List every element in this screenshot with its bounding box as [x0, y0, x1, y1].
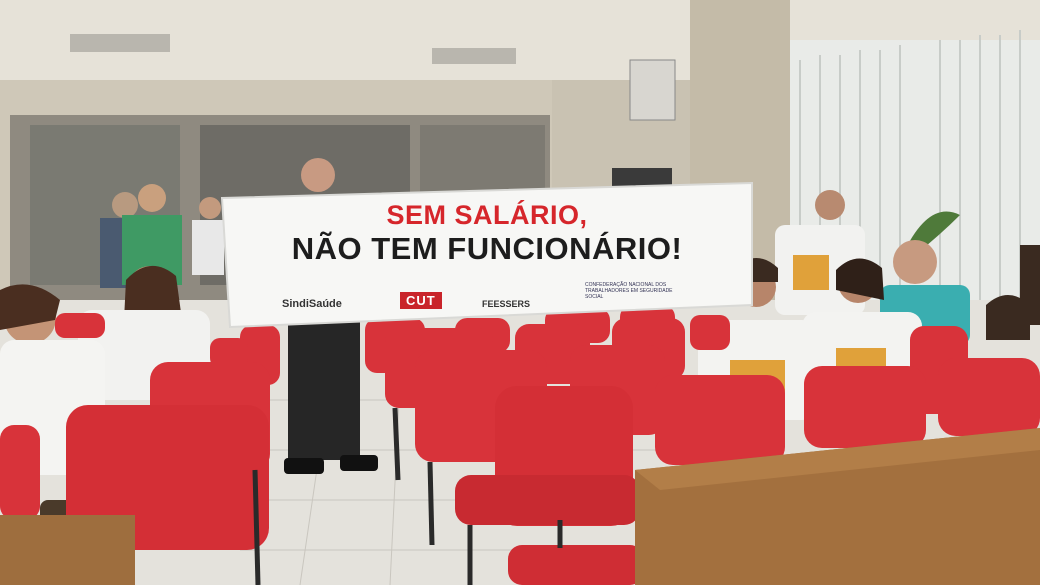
banner-slogan: NÃO TEM FUNCIONÁRIO! [291, 231, 683, 266]
chair-seat [455, 475, 640, 525]
man-head [301, 158, 335, 192]
ceiling-vent [70, 34, 170, 52]
shirt-print [793, 255, 829, 290]
sindisaude-logo: SindiSaúde [282, 298, 342, 310]
man-shoe [284, 458, 324, 474]
man-shoe [340, 455, 378, 471]
wooden-desk-left [0, 515, 135, 585]
person-head [199, 197, 221, 219]
person-head [138, 184, 166, 212]
man-head [815, 190, 845, 220]
person-head [112, 192, 138, 218]
man-trousers [288, 320, 360, 460]
feessers-logo: FEESSERS [482, 299, 531, 309]
person-head [893, 240, 937, 284]
confederacao-logo: CONFEDERAÇÃO NACIONAL DOS TRABALHADORES EM SEGURIDADE SOCIAL [585, 282, 673, 300]
banner-headline: SEM SALÁRIO, [386, 200, 588, 230]
person-body [192, 220, 224, 275]
ceiling-vent-2 [432, 48, 516, 64]
chair-seat [508, 545, 644, 585]
person-edge [1020, 245, 1040, 325]
speaker [630, 60, 675, 120]
cut-logo: CUT [400, 292, 442, 309]
